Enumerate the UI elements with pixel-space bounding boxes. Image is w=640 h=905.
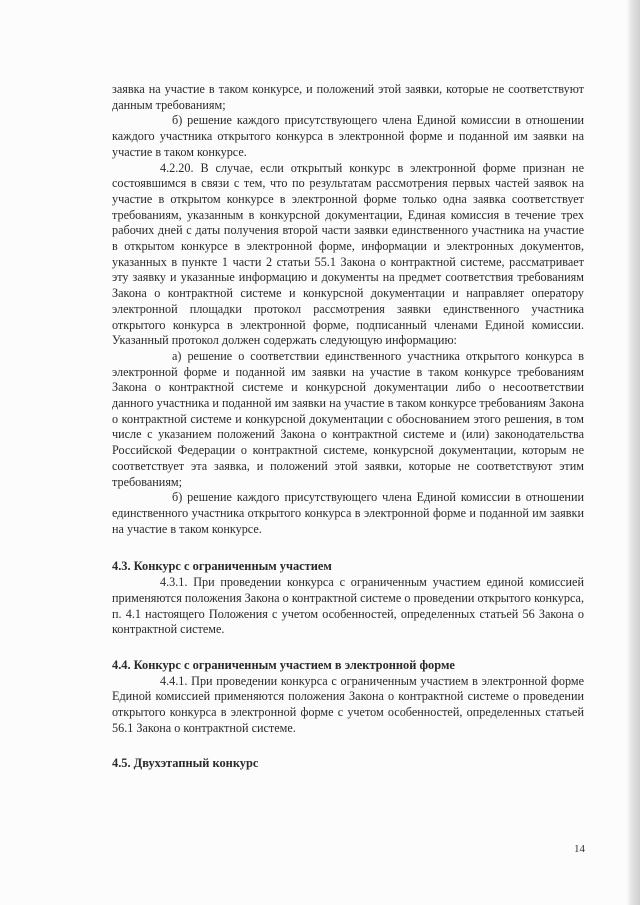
document-body — [112, 82, 584, 772]
paragraph-a-decision: а) решение о соответствии единственного участника открытого конкурса в электронной форме и поданной им заявки на участие в таком конкурсе требованиям Закона о контрактной системе и конкурсной документации либо о несоответствии данного участника и поданной им заявки на участие в таком конкурсе требованиям Закона о контрактной системе и конкурсной документации с обоснованием этого решения, в том числе с указанием положений Закона о контрактной системе и (или) законодательства Российской Федерации о контрактной системе, конкурсной документации, которым не соответствует эта заявка, и положений этой заявки, которые не соответствуют этим требованиям; — [112, 348, 584, 489]
page-edge-shadow — [626, 0, 640, 905]
paragraph-b-decision: б) решение каждого присутствующего члена Единой комиссии в отношении каждого участника открытого конкурса в электронной форме и поданной им заявки на участие в таком конкурсе. — [112, 113, 584, 159]
paragraph-4-2-20: 4.2.20. В случае, если открытый конкурс в электронной форме признан не состоявшимся в связи с тем, что по результатам рассмотрения первых частей заявок на участие в открытом конкурсе в электронной форме только одна заявка соответствует требованиям, указанным в конкурсной документации, Единая комиссия в течение трех рабочих дней с даты получения второй части заявки единственного участника на участие в открытом конкурсе в электронной форме, информации и электронных документов, указанных в пункте 1 части 2 статьи 55.1 Закона о контрактной системе, рассматривает эту заявку и указанные информацию и документы на предмет соответствия требованиям Закона о контрактной системе и конкурсной документации и направляет оператору электронной площадки протокол рассмотрения заявки единственного участника открытого конкурса в электронной форме, подписанный членами Единой комиссии. Указанный протокол должен содержать следующую информацию: — [112, 160, 584, 348]
paragraph-4-4-1: 4.4.1. При проведении конкурса с ограниченным участием в электронной форме Единой комиссией применяются положения Закона о контрактной системе о проведении открытого конкурса в электронной форме с учетом особенностей, определенных статьей 56.1 Закона о контрактной системе. — [112, 673, 584, 735]
paragraph-4-3-1: 4.3.1. При проведении конкурса с ограниченным участием единой комиссией применяются положения Закона о контрактной системе о проведении открытого конкурса, п. 4.1 настоящего Положения с учетом особенностей, определенных статьей 56 Закона о контрактной системе. — [112, 575, 584, 637]
heading-4-4: 4.4. Конкурс с ограниченным участием в электронной форме — [112, 657, 455, 672]
paragraph-continuation: заявка на участие в таком конкурсе, и положений этой заявки, которые не соответствуют данным требованиям; — [112, 82, 584, 112]
page-number: 14 — [574, 843, 585, 855]
heading-4-5: 4.5. Двухэтапный конкурс — [112, 756, 259, 771]
paragraph-b-decision-single: б) решение каждого присутствующего члена Единой комиссии в отношении единственного участника открытого конкурса в электронной форме и поданной им заявки на участие в таком конкурсе. — [112, 490, 584, 536]
heading-4-3: 4.3. Конкурс с ограниченным участием — [112, 559, 332, 574]
